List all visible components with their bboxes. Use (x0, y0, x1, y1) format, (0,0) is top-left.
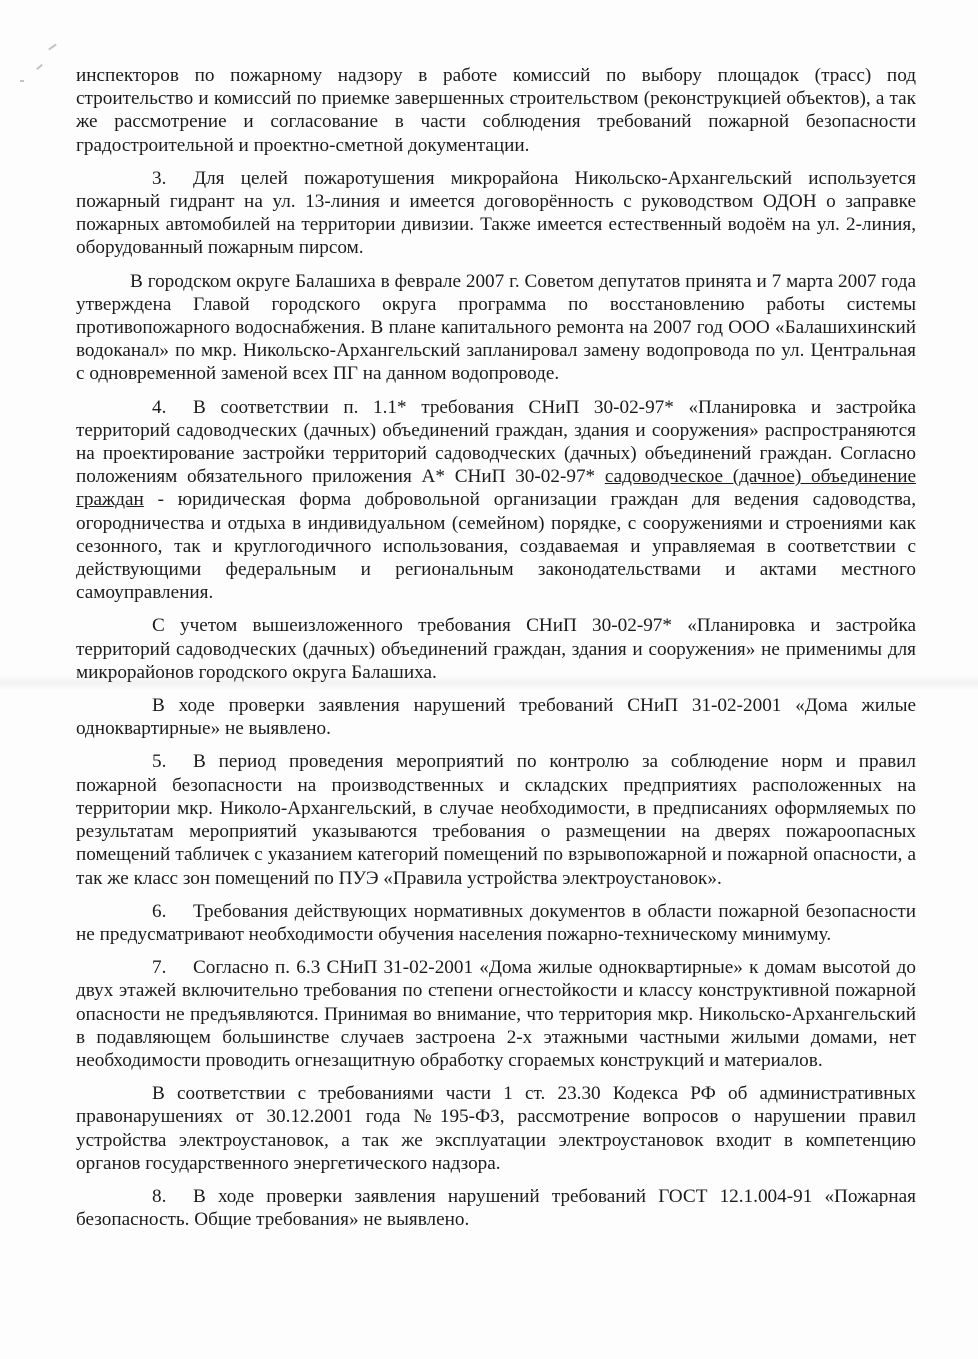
paragraph-5 (76, 750, 916, 889)
scan-mark-3 (20, 80, 24, 82)
paragraph-7 (76, 956, 916, 1072)
paragraph-balashikha-program: В городском округе Балашиха в феврале 2007 г. Советом депутатов принята и 7 марта 2007 года утверждена Главой городского округа программа по восстановлению работы системы противопожарного водоснабжения. В плане капитального ремонта на 2007 год ООО «Балашихинский водоканал» по мкр. Никольско-Архангельский запланировал замену водопровода по ул. Центральная с одновременной заменой всех ПГ на данном водопроводе. (76, 270, 916, 385)
paragraph-koap: В соответствии с требованиями части 1 ст. 23.30 Кодекса РФ об административных правонарушениях от 30.12.2001 года №195-ФЗ, рассмотрение вопросов о нарушении правил устройства электроустановок, а так же эксплуатации электроустановок входит в компетенцию органов государственного энергетического надзора. (76, 1083, 916, 1174)
item-number-6: 6. (152, 900, 167, 922)
item-number-7: 7. (152, 957, 167, 979)
paragraph-4 (76, 396, 916, 605)
paragraph-snip-31-check: В ходе проверки заявления нарушений требований СНиП 31-02-2001 «Дома жилые одноквартирные» не выявлено. (76, 695, 916, 740)
item-text-4b: - юридическая форма добровольной организации граждан для ведения садоводства, огородничества и отдыха в индивидуальном (семейном) порядке, с сооружениями и строениями как сезонного, так и круглогодичного использования, создаваемая и управляемая в соответствии с действующими федеральным и региональным законодательствами и актами местного самоуправления. (76, 489, 916, 604)
item-text-4a: В соответствии п. 1.1* требования СНиП 30-02-97* «Планировка и застройка территорий садоводческих (дачных) объединений граждан, здания и сооружения» распространяются на проектирование застройки территорий садоводческих (дачных) объединений граждан. Согласно положениям обязательного приложения А* СНиП 30-02-97* (76, 396, 916, 488)
item-text-4-underlined: садоводческое (дачное) объединение граждан (76, 466, 916, 511)
item-text-8: В ходе проверки заявления нарушений требований ГОСТ 12.1.004-91 «Пожарная безопасность. Общие требования» не выявлено. (76, 1185, 916, 1231)
item-text-5: В период проведения мероприятий по контролю за соблюдение норм и правил пожарной безопасности на производственных и складских предприятиях расположенных на территории мкр. Николо-Архангельский, в случае необходимости, в предписаниях оформляемых по результатам мероприятий указываются требования о размещении на дверях пожароопасных помещений табличек с указанием категорий помещений по взрывопожарной и пожарной опасности, а так же класс зон помещений по ПУЭ «Правила устройства электроустановок». (76, 751, 916, 889)
item-text-7: Согласно п. 6.3 СНиП 31-02-2001 «Дома жилые одноквартирные» к домам высотой до двух этажей включительно требования по степени огнестойкости и классу конструктивной пожарной опасности не предъявляются. Принимая во внимание, что территория мкр. Никольско-Архангельский в подавляющем большинстве случаев застроена 2-х этажными частными жилыми домами, нет необходимости проводить огнезащитную обработку сгораемых конструкций и материалов. (76, 957, 916, 1071)
item-number-3: 3. (152, 167, 167, 189)
paragraph-6 (76, 900, 916, 946)
item-number-4: 4. (152, 396, 167, 418)
scan-mark-1 (48, 44, 57, 51)
paragraph-continuation: инспекторов по пожарному надзору в работе комиссий по выбору площадок (трасс) под строительство и комиссий по приемке завершенных строительством (реконструкцией объектов), а так же рассмотрение и согласование в части соблюдения требований пожарной безопасности градостроительной и проектно-сметной документации. (76, 65, 916, 156)
item-number-5: 5. (152, 751, 167, 773)
item-text-3: Для целей пожаротушения микрорайона Никольско-Архангельский используется пожарный гидрант на ул. 13-линия и имеется договорённость с руководством ОДОН о заправке пожарных автомобилей на территории дивизии. Также имеется естественный водоём на ул. 2-линия, оборудованный пожарным пирсом. (76, 167, 916, 259)
paragraph-snip-not-applicable: С учетом вышеизложенного требования СНиП 30-02-97* «Планировка и застройка территорий садоводческих (дачных) объединений граждан, здания и сооружения» не применимы для микрорайонов городского округа Балашиха. (76, 615, 916, 683)
document-body (76, 64, 916, 1231)
paragraph-8 (76, 1185, 916, 1231)
item-text-6: Требования действующих нормативных документов в области пожарной безопасности не предусматривают необходимости обучения населения пожарно-техническому минимуму. (76, 900, 916, 945)
paragraph-3 (76, 167, 916, 260)
scan-mark-2 (36, 64, 43, 70)
item-number-8: 8. (152, 1185, 167, 1207)
